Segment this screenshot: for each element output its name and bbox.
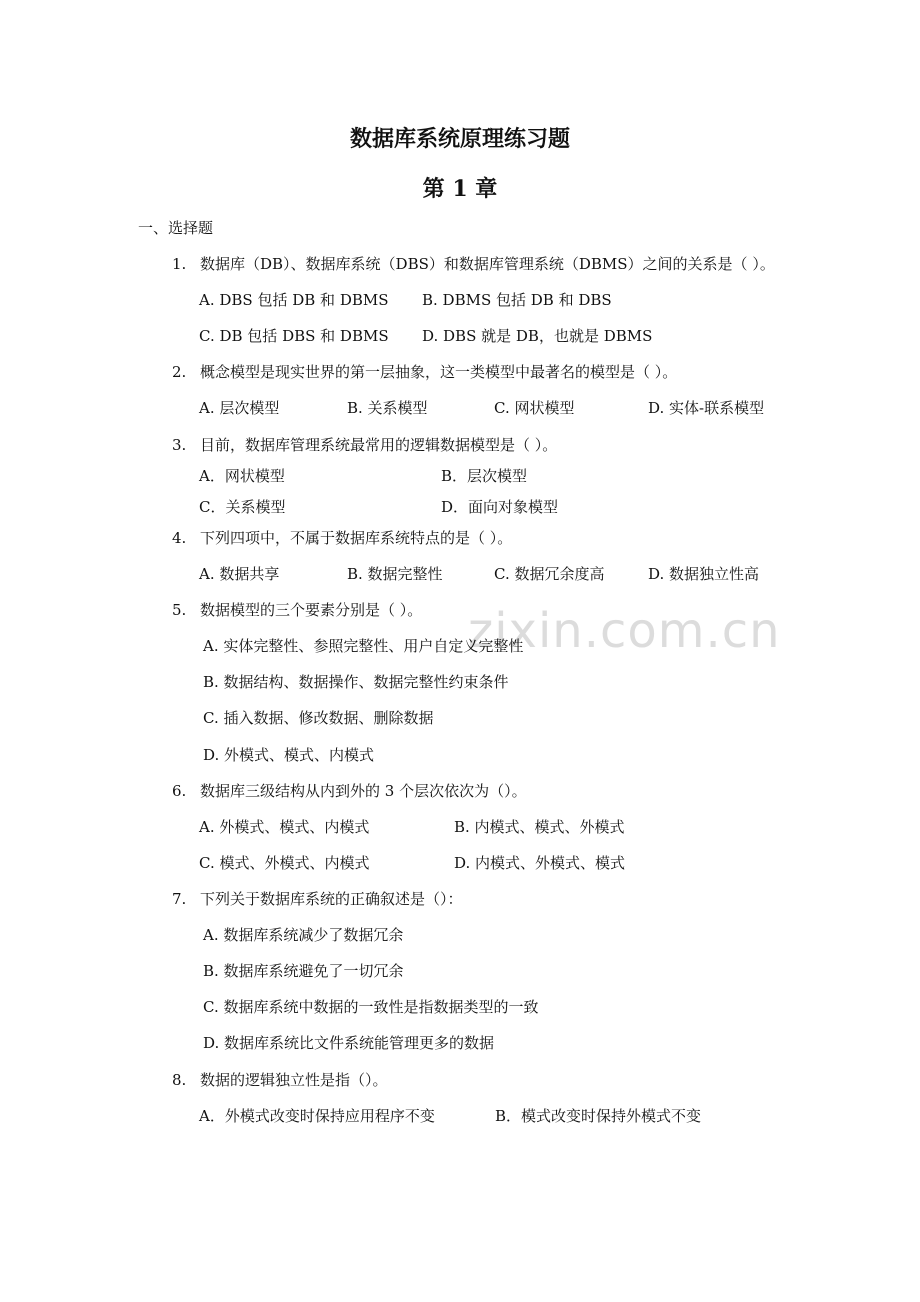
option-1d: D. DBS 就是 DB，也就是 DBMS xyxy=(422,327,653,345)
question-number: 7. xyxy=(172,890,187,908)
option-7d: D. 数据库系统比文件系统能管理更多的数据 xyxy=(203,1034,495,1052)
question-number: 1. xyxy=(172,255,187,273)
question-text: 概念模型是现实世界的第一层抽象，这一类模型中最著名的模型是（ ）。 xyxy=(200,363,678,381)
option-1c: C. DB 包括 DBS 和 DBMS xyxy=(199,327,389,345)
question-5 xyxy=(172,599,422,620)
question-number: 8. xyxy=(172,1071,187,1089)
option-4d: D. 数据独立性高 xyxy=(648,565,760,583)
option-1a: A. DBS 包括 DB 和 DBMS xyxy=(199,291,389,309)
option-7a: A. 数据库系统减少了数据冗余 xyxy=(203,926,404,944)
question-number: 4. xyxy=(172,529,187,547)
option-4c: C. 数据冗余度高 xyxy=(494,565,605,583)
question-4 xyxy=(172,527,512,548)
option-5b: B. 数据结构、数据操作、数据完整性约束条件 xyxy=(203,673,509,691)
option-4a: A. 数据共享 xyxy=(199,565,280,583)
question-6 xyxy=(172,780,527,801)
option-5c: C. 插入数据、修改数据、删除数据 xyxy=(203,709,434,727)
section-heading: 一、选择题 xyxy=(138,219,214,237)
option-4b: B. 数据完整性 xyxy=(347,565,443,583)
question-text: 下列关于数据库系统的正确叙述是（）： xyxy=(200,890,463,908)
question-7 xyxy=(172,888,463,909)
option-3b: B．层次模型 xyxy=(441,467,528,485)
option-2a: A. 层次模型 xyxy=(199,399,280,417)
option-7c: C. 数据库系统中数据的一致性是指数据类型的一致 xyxy=(203,998,539,1016)
option-8b: B．模式改变时保持外模式不变 xyxy=(495,1107,702,1125)
question-number: 3. xyxy=(172,436,187,454)
option-1b: B. DBMS 包括 DB 和 DBS xyxy=(422,291,612,309)
option-2c: C. 网状模型 xyxy=(494,399,575,417)
question-text: 目前，数据库管理系统最常用的逻辑数据模型是（ ）。 xyxy=(200,436,558,454)
option-6a: A. 外模式、模式、内模式 xyxy=(199,818,370,836)
option-5a: A. 实体完整性、参照完整性、用户自定义完整性 xyxy=(203,637,524,655)
question-1 xyxy=(172,253,775,274)
option-7b: B. 数据库系统避免了一切冗余 xyxy=(203,962,404,980)
question-text: 数据库三级结构从内到外的 3 个层次依次为（）。 xyxy=(200,782,527,800)
chapter-heading: 第 1 章 xyxy=(422,176,498,202)
option-6b: B. 内模式、模式、外模式 xyxy=(454,818,625,836)
watermark: zixin.com.cn xyxy=(468,603,781,659)
question-text: 数据的逻辑独立性是指（）。 xyxy=(200,1071,388,1089)
option-2d: D. 实体-联系模型 xyxy=(648,399,765,417)
question-text: 下列四项中，不属于数据库系统特点的是（ ）。 xyxy=(200,529,513,547)
question-number: 2. xyxy=(172,363,187,381)
option-2b: B. 关系模型 xyxy=(347,399,428,417)
question-text: 数据库（DB）、数据库系统（DBS）和数据库管理系统（DBMS）之间的关系是（ ）。 xyxy=(200,255,775,273)
option-3d: D．面向对象模型 xyxy=(441,498,559,516)
option-5d: D. 外模式、模式、内模式 xyxy=(203,746,375,764)
question-number: 6. xyxy=(172,782,187,800)
option-6d: D. 内模式、外模式、模式 xyxy=(454,854,626,872)
question-text: 数据模型的三个要素分别是（ ）。 xyxy=(200,601,423,619)
question-3 xyxy=(172,434,557,455)
question-number: 5. xyxy=(172,601,187,619)
option-3a: A．网状模型 xyxy=(199,467,285,485)
option-3c: C．关系模型 xyxy=(199,498,286,516)
document-title: 数据库系统原理练习题 xyxy=(349,126,570,152)
question-8 xyxy=(172,1069,388,1090)
option-6c: C. 模式、外模式、内模式 xyxy=(199,854,370,872)
question-2 xyxy=(172,361,677,382)
option-8a: A．外模式改变时保持应用程序不变 xyxy=(199,1107,435,1125)
